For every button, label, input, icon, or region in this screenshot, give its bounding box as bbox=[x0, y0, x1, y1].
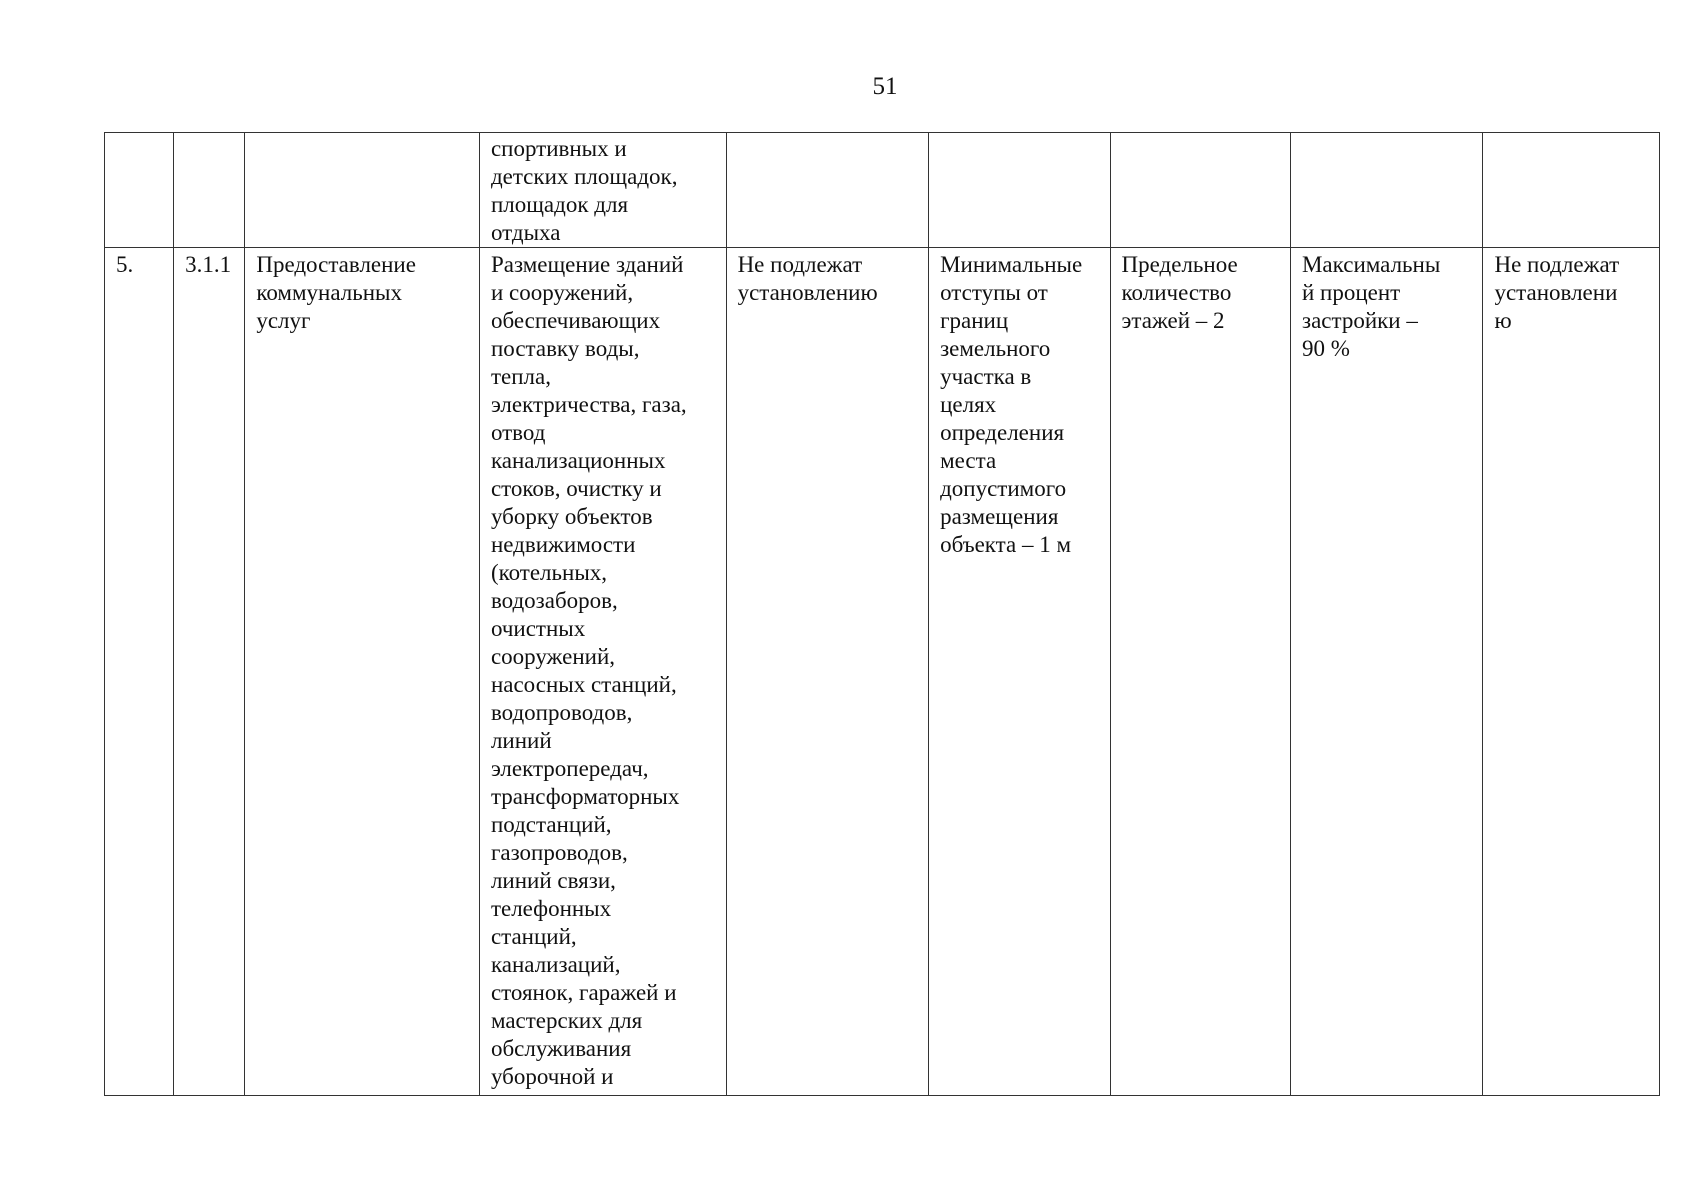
cell-floors bbox=[1110, 133, 1290, 248]
cell-code: 3.1.1 bbox=[174, 248, 245, 1096]
cell-code bbox=[174, 133, 245, 248]
page-number: 51 bbox=[872, 73, 898, 100]
cell-number bbox=[105, 133, 174, 248]
cell-other: Не подлежат установлени ю bbox=[1483, 248, 1660, 1096]
cell-number: 5. bbox=[105, 248, 174, 1096]
cell-use-type bbox=[245, 133, 480, 248]
cell-other bbox=[1483, 133, 1660, 248]
table-row bbox=[105, 133, 1660, 248]
cell-description: Размещение зданий и сооружений, обеспечивающих поставку воды, тепла, электричества, газа, отвод канализационных стоков, очистку и уборку объектов недвижимости (котельных, водозаборов, очистных сооружений, насосных станций, водопроводов, линий электропередач, трансформаторных подстанций, газопроводов, линий связи, телефонных станций, канализаций, стоянок, гаражей и мастерских для обслуживания уборочной и bbox=[479, 248, 726, 1096]
regulations-table bbox=[104, 132, 1660, 1096]
cell-use-type: Предоставление коммунальных услуг bbox=[245, 248, 480, 1096]
table-row bbox=[105, 248, 1660, 1096]
cell-setbacks bbox=[929, 133, 1110, 248]
cell-description: спортивных и детских площадок, площадок для отдыха bbox=[479, 133, 726, 248]
cell-coverage: Максимальны й процент застройки – 90 % bbox=[1290, 248, 1482, 1096]
cell-floors: Предельное количество этажей – 2 bbox=[1110, 248, 1290, 1096]
cell-plot-size: Не подлежат установлению bbox=[726, 248, 929, 1096]
cell-plot-size bbox=[726, 133, 929, 248]
cell-setbacks: Минимальные отступы от границ земельного участка в целях определения места допустимого размещения объекта – 1 м bbox=[929, 248, 1110, 1096]
cell-coverage bbox=[1290, 133, 1482, 248]
